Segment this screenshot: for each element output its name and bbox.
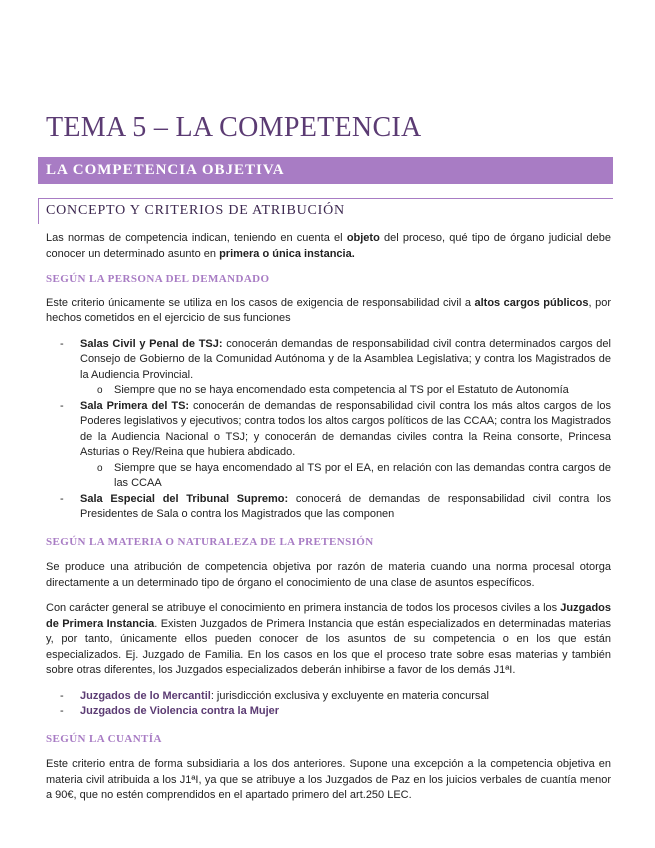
persona-paragraph: Este criterio únicamente se utiliza en los casos de exigencia de responsabilidad civil a altos cargos públicos, por hechos cometidos en el ejercicio de sus funciones [46, 296, 611, 324]
section-subheading: CONCEPTO Y CRITERIOS DE ATRIBUCIÓN [38, 198, 613, 224]
heading-persona: SEGÚN LA PERSONA DEL DEMANDADO [46, 273, 270, 285]
section-banner: LA COMPETENCIA OBJETIVA [38, 157, 613, 184]
list-item: - Salas Civil y Penal de TSJ: conocerán demandas de responsabilidad civil contra determinados cargos del Consejo de Gobierno de la Comunidad Autónoma y de la Asamblea Legislativa; y contra los Magistrados de la Audiencia Provincial. o Siempre que no se haya encomendado esta competencia al TS por el Estatuto de Autonomía [46, 337, 611, 399]
materia-paragraph-2: Con carácter general se atribuye el conocimiento en primera instancia de todos los procesos civiles a los Juzgados de Primera Instancia. Existen Juzgados de Primera Instancia que están especializados en determinadas materias y, por tanto, únicamente ellos pueden conocer de los asuntos de su competencia o en los que están especializados. Ej. Juzgado de Familia. En los casos en los que el proceso trate sobre esas materias y también sobre otras diferentes, los Juzgados especializados deberán inhibirse a favor de los demás J1ªI. [46, 602, 611, 676]
page-title: TEMA 5 – LA COMPETENCIA [46, 112, 422, 143]
document-body [46, 231, 611, 804]
sub-list-item: o Siempre que no se haya encomendado esta competencia al TS por el Estatuto de Autonomía [80, 383, 611, 399]
sub-list [80, 383, 611, 399]
list-item: - Juzgados de Violencia contra la Mujer [46, 704, 611, 720]
materia-list [46, 689, 611, 720]
heading-materia: SEGÚN LA MATERIA O NATURALEZA DE LA PRETENSIÓN [46, 535, 374, 548]
heading-cuantia: SEGÚN LA CUANTÍA [46, 732, 162, 745]
sub-list-item: o Siempre que se haya encomendado al TS por el EA, en relación con las demandas contra cargos de las CCAA [80, 461, 611, 492]
materia-paragraph-1: Se produce una atribución de competencia objetiva por razón de materia cuando una norma procesal otorga directamente a un determinado tipo de órgano el conocimiento de una clase de asuntos específicos. [46, 561, 611, 589]
cuantia-paragraph: Este criterio entra de forma subsidiaria a los dos anteriores. Supone una excepción a la competencia objetiva en materia civil atribuida a los J1ªI, ya que se atribuye a los Juzgados de Paz en los juicios verbales de cuantía menor a 90€, que no estén comprendidos en el apartado primero del art.250 LEC. [46, 758, 611, 801]
sub-list [80, 461, 611, 492]
list-item: - Sala Primera del TS: conocerán de demandas de responsabilidad civil contra los más altos cargos de los Poderes legislativos y ejecutivos; contra todos los altos cargos políticos de las CCAA; contra los Magistrados de la Audiencia Nacional o TSJ; y conocerán de demandas civiles contra la Reina consorte, Princesa Asturias o Rey/Reina que hubiera abdicado. o Siempre que se haya encomendado al TS por el EA, en relación con las demandas contra cargos de las CCAA [46, 399, 611, 492]
persona-list [46, 337, 611, 523]
list-item: - Sala Especial del Tribunal Supremo: conocerá de demandas de responsabilidad civil contra los Presidentes de Sala o contra los Magistrados que las componen [46, 492, 611, 523]
list-item: - Juzgados de lo Mercantil: jurisdicción exclusiva y excluyente en materia concursal [46, 689, 611, 705]
intro-paragraph: Las normas de competencia indican, teniendo en cuenta el objeto del proceso, qué tipo de órgano judicial debe conocer un determinado asunto en primera o única instancia. [46, 232, 611, 260]
